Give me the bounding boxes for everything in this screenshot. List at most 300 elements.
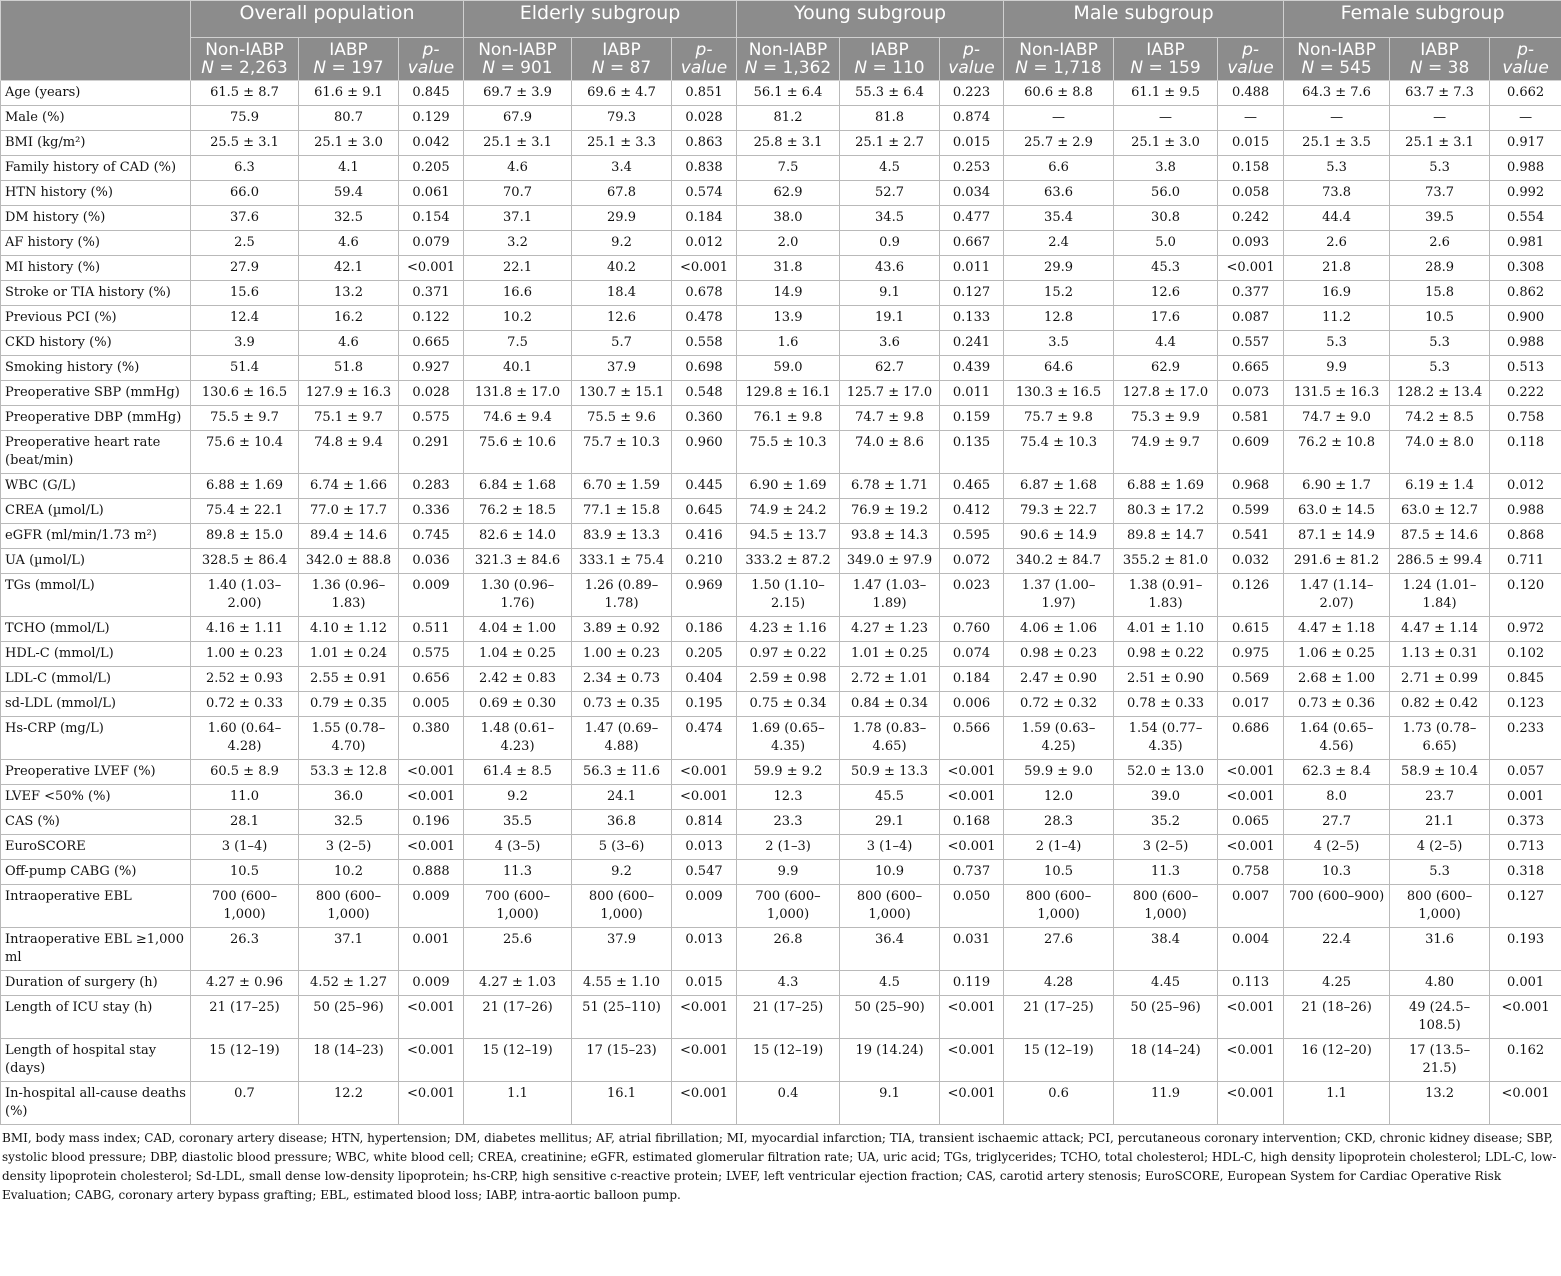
value-cell: 39.5	[1390, 206, 1490, 231]
p-value-cell: 0.129	[399, 106, 464, 131]
value-cell: —	[1284, 106, 1390, 131]
value-cell: 342.0 ± 88.8	[299, 549, 399, 574]
value-cell: —	[1390, 106, 1490, 131]
arm-n: N = 38	[1409, 58, 1470, 78]
p-value-cell: 0.360	[672, 406, 737, 431]
value-cell: 75.1 ± 9.7	[299, 406, 399, 431]
value-cell: 0.98 ± 0.23	[1004, 642, 1114, 667]
value-cell: 4.01 ± 1.10	[1114, 617, 1218, 642]
p-value-cell: 0.686	[1218, 717, 1284, 760]
arm-label: IABP	[1146, 40, 1185, 60]
p-value-cell: 0.863	[672, 131, 737, 156]
table-row	[1, 331, 1561, 356]
value-cell: 21 (17–25)	[191, 996, 299, 1039]
value-cell: 60.6 ± 8.8	[1004, 81, 1114, 106]
value-cell: 9.2	[572, 231, 672, 256]
value-cell: 5.3	[1284, 156, 1390, 181]
group-header: Elderly subgroup	[464, 1, 737, 38]
p-value-cell: <0.001	[1218, 1082, 1284, 1125]
value-cell: 15.6	[191, 281, 299, 306]
arm-header	[840, 38, 940, 81]
value-cell: 49 (24.5–108.5)	[1390, 996, 1490, 1039]
value-cell: 32.5	[299, 810, 399, 835]
value-cell: 77.0 ± 17.7	[299, 499, 399, 524]
value-cell: 4.06 ± 1.06	[1004, 617, 1114, 642]
p-value-cell: 0.087	[1218, 306, 1284, 331]
table-row	[1, 810, 1561, 835]
p-value-cell: 0.404	[672, 667, 737, 692]
group-header: Female subgroup	[1284, 1, 1561, 38]
value-cell: 340.2 ± 84.7	[1004, 549, 1114, 574]
p-value-cell: 0.034	[940, 181, 1004, 206]
p-value-cell: 0.599	[1218, 499, 1284, 524]
value-cell: 27.9	[191, 256, 299, 281]
value-cell: 1.40 (1.03–2.00)	[191, 574, 299, 617]
value-cell: 25.8 ± 3.1	[737, 131, 840, 156]
p-value-cell: 0.745	[399, 524, 464, 549]
table-body	[1, 81, 1561, 1125]
p-value-label: p-value	[948, 40, 995, 78]
p-value-cell: 0.210	[672, 549, 737, 574]
value-cell: 16.6	[464, 281, 572, 306]
arm-label: IABP	[602, 40, 641, 60]
value-cell: 51.8	[299, 356, 399, 381]
p-value-cell: 0.193	[1490, 928, 1561, 971]
p-value-cell: 0.380	[399, 717, 464, 760]
value-cell: 59.0	[737, 356, 840, 381]
value-cell: 74.6 ± 9.4	[464, 406, 572, 431]
arm-n: N = 1,362	[744, 58, 832, 78]
p-value-cell: 0.050	[940, 885, 1004, 928]
value-cell: 79.3 ± 22.7	[1004, 499, 1114, 524]
value-cell: 74.0 ± 8.6	[840, 431, 940, 474]
p-value-cell: 0.126	[1218, 574, 1284, 617]
arm-label: Non-IABP	[1297, 40, 1376, 60]
p-value-cell: <0.001	[672, 785, 737, 810]
arm-label: IABP	[329, 40, 368, 60]
p-value-cell: 0.072	[940, 549, 1004, 574]
value-cell: 79.3	[572, 106, 672, 131]
p-value-cell: 0.981	[1490, 231, 1561, 256]
value-cell: 1.69 (0.65–4.35)	[737, 717, 840, 760]
row-label: TCHO (mmol/L)	[1, 617, 191, 642]
table-row	[1, 431, 1561, 474]
value-cell: 1.47 (0.69–4.88)	[572, 717, 672, 760]
value-cell: 6.74 ± 1.66	[299, 474, 399, 499]
value-cell: 18 (14–23)	[299, 1039, 399, 1082]
value-cell: 1.37 (1.00–1.97)	[1004, 574, 1114, 617]
row-label: Stroke or TIA history (%)	[1, 281, 191, 306]
value-cell: 90.6 ± 14.9	[1004, 524, 1114, 549]
value-cell: 1.54 (0.77–4.35)	[1114, 717, 1218, 760]
value-cell: 23.7	[1390, 785, 1490, 810]
value-cell: 76.1 ± 9.8	[737, 406, 840, 431]
p-value-cell: 0.036	[399, 549, 464, 574]
row-label: Length of ICU stay (h)	[1, 996, 191, 1039]
value-cell: 59.9 ± 9.2	[737, 760, 840, 785]
p-value-cell: 0.548	[672, 381, 737, 406]
value-cell: 1.64 (0.65–4.56)	[1284, 717, 1390, 760]
value-cell: 24.1	[572, 785, 672, 810]
value-cell: 4.80	[1390, 971, 1490, 996]
value-cell: 4.1	[299, 156, 399, 181]
p-value-cell: <0.001	[672, 996, 737, 1039]
row-label: In-hospital all-cause deaths (%)	[1, 1082, 191, 1125]
value-cell: 321.3 ± 84.6	[464, 549, 572, 574]
value-cell: 0.75 ± 0.34	[737, 692, 840, 717]
value-cell: 1.04 ± 0.25	[464, 642, 572, 667]
value-cell: 56.3 ± 11.6	[572, 760, 672, 785]
value-cell: 61.4 ± 8.5	[464, 760, 572, 785]
row-label: MI history (%)	[1, 256, 191, 281]
value-cell: 4.47 ± 1.18	[1284, 617, 1390, 642]
value-cell: 35.5	[464, 810, 572, 835]
value-cell: 28.1	[191, 810, 299, 835]
value-cell: 9.9	[1284, 356, 1390, 381]
value-cell: 75.3 ± 9.9	[1114, 406, 1218, 431]
value-cell: 3.89 ± 0.92	[572, 617, 672, 642]
value-cell: 286.5 ± 99.4	[1390, 549, 1490, 574]
value-cell: 9.2	[572, 860, 672, 885]
value-cell: 64.6	[1004, 356, 1114, 381]
p-value-label: p-value	[407, 40, 455, 78]
p-value-cell: 0.012	[672, 231, 737, 256]
p-value-cell: 0.011	[940, 381, 1004, 406]
value-cell: 94.5 ± 13.7	[737, 524, 840, 549]
value-cell: 9.1	[840, 1082, 940, 1125]
p-value-cell: 0.015	[672, 971, 737, 996]
p-value-cell: 0.127	[1490, 885, 1561, 928]
value-cell: 12.3	[737, 785, 840, 810]
row-label: Smoking history (%)	[1, 356, 191, 381]
value-cell: 10.2	[299, 860, 399, 885]
value-cell: 17 (15–23)	[572, 1039, 672, 1082]
value-cell: 6.78 ± 1.71	[840, 474, 940, 499]
value-cell: 800 (600–1,000)	[840, 885, 940, 928]
value-cell: 2.34 ± 0.73	[572, 667, 672, 692]
p-value-cell: 0.758	[1490, 406, 1561, 431]
value-cell: 9.9	[737, 860, 840, 885]
value-cell: 3.9	[191, 331, 299, 356]
value-cell: 3.8	[1114, 156, 1218, 181]
value-cell: 30.8	[1114, 206, 1218, 231]
p-value-cell: 0.569	[1218, 667, 1284, 692]
p-value-cell: <0.001	[1218, 760, 1284, 785]
p-value-cell: 0.888	[399, 860, 464, 885]
value-cell: 4.28	[1004, 971, 1114, 996]
p-value-cell: 0.558	[672, 331, 737, 356]
value-cell: 3 (1–4)	[840, 835, 940, 860]
p-value-cell: 0.013	[672, 928, 737, 971]
p-value-cell: 0.713	[1490, 835, 1561, 860]
value-cell: 77.1 ± 15.8	[572, 499, 672, 524]
value-cell: 6.70 ± 1.59	[572, 474, 672, 499]
value-cell: 19.1	[840, 306, 940, 331]
value-cell: 27.7	[1284, 810, 1390, 835]
row-label: Preoperative DBP (mmHg)	[1, 406, 191, 431]
p-value-cell: 0.554	[1490, 206, 1561, 231]
p-value-cell: 0.015	[1218, 131, 1284, 156]
p-value-cell: 0.015	[940, 131, 1004, 156]
p-value-cell: 0.698	[672, 356, 737, 381]
p-value-cell: 0.127	[940, 281, 1004, 306]
p-value-cell: 0.968	[1218, 474, 1284, 499]
value-cell: 4.04 ± 1.00	[464, 617, 572, 642]
arm-header	[737, 38, 840, 81]
value-cell: 12.4	[191, 306, 299, 331]
value-cell: —	[1114, 106, 1218, 131]
p-value-cell: 0.158	[1218, 156, 1284, 181]
value-cell: 5 (3–6)	[572, 835, 672, 860]
value-cell: 21.1	[1390, 810, 1490, 835]
value-cell: 800 (600–1,000)	[572, 885, 672, 928]
value-cell: 15 (12–19)	[191, 1039, 299, 1082]
value-cell: 75.5 ± 10.3	[737, 431, 840, 474]
value-cell: 75.6 ± 10.6	[464, 431, 572, 474]
p-value-cell: 0.032	[1218, 549, 1284, 574]
value-cell: 0.7	[191, 1082, 299, 1125]
value-cell: 11.3	[464, 860, 572, 885]
value-cell: 40.1	[464, 356, 572, 381]
value-cell: 66.0	[191, 181, 299, 206]
p-value-cell: 0.028	[399, 381, 464, 406]
table-row	[1, 617, 1561, 642]
row-label: CREA (µmol/L)	[1, 499, 191, 524]
p-value-label: p-value	[1227, 40, 1274, 78]
value-cell: 16.1	[572, 1082, 672, 1125]
value-cell: 55.3 ± 6.4	[840, 81, 940, 106]
p-value-cell: 0.665	[399, 331, 464, 356]
table-row	[1, 381, 1561, 406]
p-value-cell: 0.120	[1490, 574, 1561, 617]
p-value-cell: 0.645	[672, 499, 737, 524]
value-cell: 1.78 (0.83–4.65)	[840, 717, 940, 760]
value-cell: 1.47 (1.14–2.07)	[1284, 574, 1390, 617]
value-cell: 3.2	[464, 231, 572, 256]
value-cell: 75.7 ± 9.8	[1004, 406, 1114, 431]
p-value-cell: 0.291	[399, 431, 464, 474]
value-cell: 2.71 ± 0.99	[1390, 667, 1490, 692]
value-cell: 80.3 ± 17.2	[1114, 499, 1218, 524]
arm-header	[572, 38, 672, 81]
value-cell: 75.7 ± 10.3	[572, 431, 672, 474]
p-value-cell: 0.135	[940, 431, 1004, 474]
p-value-cell: 0.009	[399, 574, 464, 617]
value-cell: 35.4	[1004, 206, 1114, 231]
p-value-cell: 0.566	[940, 717, 1004, 760]
value-cell: 0.84 ± 0.34	[840, 692, 940, 717]
value-cell: 0.73 ± 0.35	[572, 692, 672, 717]
value-cell: 4.27 ± 0.96	[191, 971, 299, 996]
value-cell: —	[1004, 106, 1114, 131]
table-row	[1, 156, 1561, 181]
value-cell: 1.48 (0.61–4.23)	[464, 717, 572, 760]
value-cell: 0.6	[1004, 1082, 1114, 1125]
value-cell: 11.9	[1114, 1082, 1218, 1125]
value-cell: 700 (600–1,000)	[464, 885, 572, 928]
p-value-cell: <0.001	[399, 1039, 464, 1082]
p-value-cell: 0.412	[940, 499, 1004, 524]
value-cell: 89.4 ± 14.6	[299, 524, 399, 549]
p-value-cell: 0.711	[1490, 549, 1561, 574]
p-value-cell: 0.445	[672, 474, 737, 499]
value-cell: 38.4	[1114, 928, 1218, 971]
value-cell: 75.9	[191, 106, 299, 131]
p-value-header	[672, 38, 737, 81]
p-value-cell: 0.009	[399, 885, 464, 928]
value-cell: 53.3 ± 12.8	[299, 760, 399, 785]
value-cell: 9.1	[840, 281, 940, 306]
value-cell: 131.5 ± 16.3	[1284, 381, 1390, 406]
value-cell: 127.9 ± 16.3	[299, 381, 399, 406]
value-cell: 4.5	[840, 156, 940, 181]
value-cell: 17.6	[1114, 306, 1218, 331]
value-cell: 5.3	[1390, 860, 1490, 885]
row-label: HTN history (%)	[1, 181, 191, 206]
value-cell: 63.0 ± 12.7	[1390, 499, 1490, 524]
p-value-cell: 0.758	[1218, 860, 1284, 885]
value-cell: 25.6	[464, 928, 572, 971]
arm-header	[1004, 38, 1114, 81]
p-value-cell: 0.093	[1218, 231, 1284, 256]
value-cell: 89.8 ± 14.7	[1114, 524, 1218, 549]
value-cell: 45.3	[1114, 256, 1218, 281]
value-cell: 130.3 ± 16.5	[1004, 381, 1114, 406]
p-value-cell: 0.838	[672, 156, 737, 181]
table-row	[1, 574, 1561, 617]
p-value-cell: 0.205	[399, 156, 464, 181]
p-value-cell: <0.001	[940, 760, 1004, 785]
p-value-cell: 0.009	[672, 885, 737, 928]
value-cell: 38.0	[737, 206, 840, 231]
value-cell: 28.3	[1004, 810, 1114, 835]
value-cell: 14.9	[737, 281, 840, 306]
value-cell: 61.6 ± 9.1	[299, 81, 399, 106]
value-cell: 13.2	[299, 281, 399, 306]
p-value-cell: 0.028	[672, 106, 737, 131]
value-cell: 4.10 ± 1.12	[299, 617, 399, 642]
p-value-cell: 0.017	[1218, 692, 1284, 717]
row-label: Intraoperative EBL ≥1,000 ml	[1, 928, 191, 971]
value-cell: 25.1 ± 3.3	[572, 131, 672, 156]
p-value-cell: 0.371	[399, 281, 464, 306]
value-cell: 37.6	[191, 206, 299, 231]
value-cell: 2.68 ± 1.00	[1284, 667, 1390, 692]
group-header-row	[1, 1, 1561, 38]
arm-header	[1390, 38, 1490, 81]
value-cell: 0.98 ± 0.22	[1114, 642, 1218, 667]
value-cell: 2.6	[1390, 231, 1490, 256]
value-cell: 74.0 ± 8.0	[1390, 431, 1490, 474]
value-cell: 76.9 ± 19.2	[840, 499, 940, 524]
value-cell: 73.8	[1284, 181, 1390, 206]
value-cell: 17 (13.5–21.5)	[1390, 1039, 1490, 1082]
p-value-cell: 0.575	[399, 642, 464, 667]
p-value-cell: 0.477	[940, 206, 1004, 231]
arm-label: Non-IABP	[748, 40, 828, 60]
value-cell: 0.78 ± 0.33	[1114, 692, 1218, 717]
value-cell: 44.4	[1284, 206, 1390, 231]
value-cell: 6.19 ± 1.4	[1390, 474, 1490, 499]
value-cell: 700 (600–1,000)	[191, 885, 299, 928]
arm-n: N = 197	[313, 58, 384, 78]
p-value-cell: 0.678	[672, 281, 737, 306]
p-value-cell: 0.574	[672, 181, 737, 206]
p-value-cell: 0.336	[399, 499, 464, 524]
value-cell: 16.2	[299, 306, 399, 331]
arm-label: IABP	[1420, 40, 1459, 60]
value-cell: 25.1 ± 3.1	[464, 131, 572, 156]
value-cell: 31.8	[737, 256, 840, 281]
table-row	[1, 1039, 1561, 1082]
p-value-cell: <0.001	[1490, 996, 1561, 1039]
value-cell: 291.6 ± 81.2	[1284, 549, 1390, 574]
value-cell: 56.1 ± 6.4	[737, 81, 840, 106]
value-cell: 16 (12–20)	[1284, 1039, 1390, 1082]
value-cell: 3 (1–4)	[191, 835, 299, 860]
value-cell: 36.4	[840, 928, 940, 971]
table-row	[1, 642, 1561, 667]
value-cell: 43.6	[840, 256, 940, 281]
value-cell: 6.3	[191, 156, 299, 181]
value-cell: 62.9	[1114, 356, 1218, 381]
value-cell: 130.7 ± 15.1	[572, 381, 672, 406]
table-row	[1, 996, 1561, 1039]
p-value-cell: 0.102	[1490, 642, 1561, 667]
value-cell: 64.3 ± 7.6	[1284, 81, 1390, 106]
p-value-cell: 0.074	[940, 642, 1004, 667]
p-value-cell: <0.001	[1218, 256, 1284, 281]
value-cell: 59.9 ± 9.0	[1004, 760, 1114, 785]
table-row	[1, 306, 1561, 331]
value-cell: 28.9	[1390, 256, 1490, 281]
value-cell: 75.6 ± 10.4	[191, 431, 299, 474]
value-cell: 29.9	[572, 206, 672, 231]
p-value-cell: 0.667	[940, 231, 1004, 256]
p-value-cell: 0.988	[1490, 156, 1561, 181]
value-cell: 5.7	[572, 331, 672, 356]
p-value-cell: 0.001	[1490, 785, 1561, 810]
p-value-cell: 0.615	[1218, 617, 1284, 642]
value-cell: 25.1 ± 3.0	[1114, 131, 1218, 156]
value-cell: 75.5 ± 9.6	[572, 406, 672, 431]
value-cell: 25.1 ± 3.1	[1390, 131, 1490, 156]
table-row	[1, 860, 1561, 885]
p-value-cell: <0.001	[940, 785, 1004, 810]
value-cell: 25.1 ± 3.5	[1284, 131, 1390, 156]
value-cell: 4 (3–5)	[464, 835, 572, 860]
p-value-cell: 0.001	[1490, 971, 1561, 996]
value-cell: 1.60 (0.64–4.28)	[191, 717, 299, 760]
p-value-cell: 0.662	[1490, 81, 1561, 106]
value-cell: 62.7	[840, 356, 940, 381]
p-value-cell: 0.927	[399, 356, 464, 381]
p-value-cell: <0.001	[672, 256, 737, 281]
row-label: CAS (%)	[1, 810, 191, 835]
p-value-cell: 0.595	[940, 524, 1004, 549]
value-cell: 21 (17–26)	[464, 996, 572, 1039]
value-cell: 29.9	[1004, 256, 1114, 281]
p-value-cell: 0.186	[672, 617, 737, 642]
value-cell: 6.90 ± 1.69	[737, 474, 840, 499]
value-cell: 2.51 ± 0.90	[1114, 667, 1218, 692]
value-cell: 69.7 ± 3.9	[464, 81, 572, 106]
row-label: LVEF <50% (%)	[1, 785, 191, 810]
value-cell: 37.9	[572, 928, 672, 971]
value-cell: 51.4	[191, 356, 299, 381]
value-cell: 37.1	[299, 928, 399, 971]
row-label: Family history of CAD (%)	[1, 156, 191, 181]
